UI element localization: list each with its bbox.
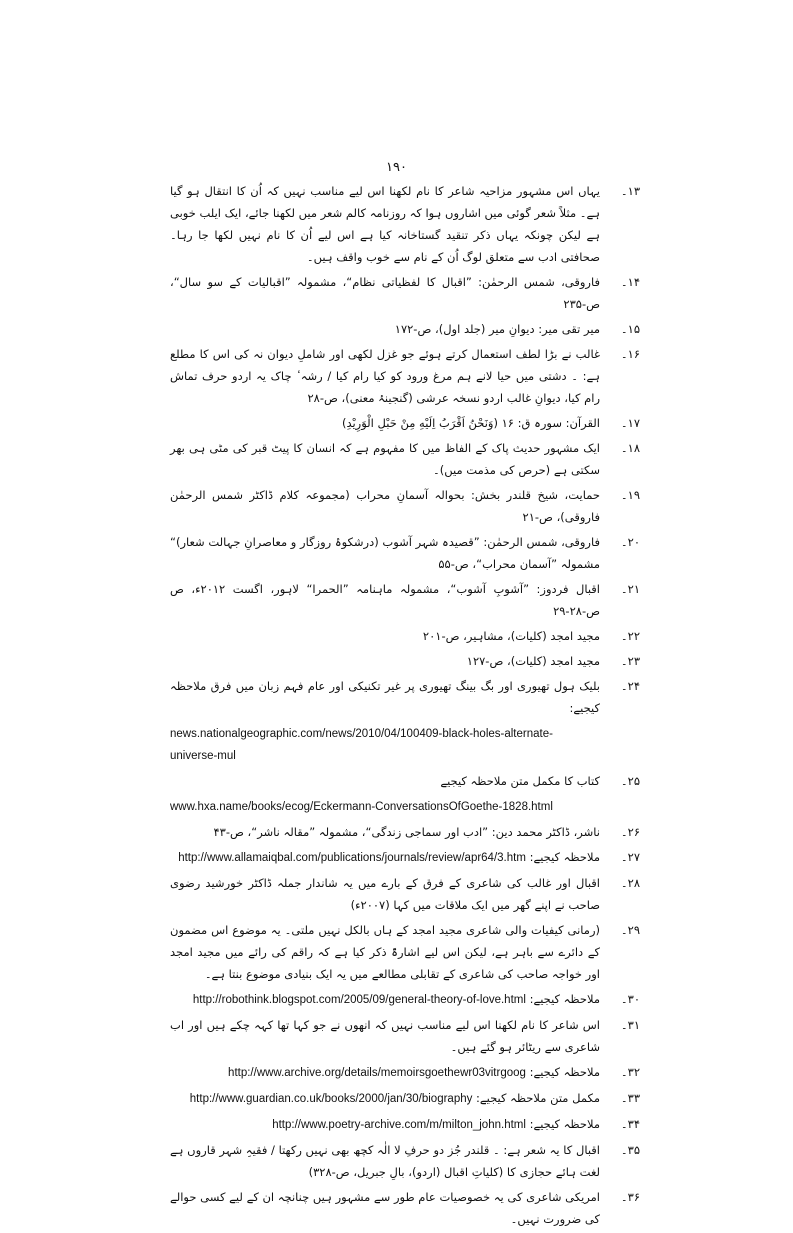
endnote-number: ۲۳۔ <box>620 654 640 668</box>
endnote-number: ۳۱۔ <box>620 1018 640 1032</box>
endnote-text: اقبال کا یہ شعر ہے: ۔ قلندر جُز دو حرفِ لا الٰہ کچھ بھی نہیں رکھتا / فقیہِ شہر قاروں ہے لغت ہائے حجازی کا (کلیاتِ اقبال (اردو)، بالِ جبریل، ص-۳۲۸) <box>170 1143 600 1179</box>
endnote-text: اقبال فردوز: ”آشوبِ آشوب“، مشمولہ ماہنامہ ”الحمرا“ لاہور، اگست ۲۰۱۲ء، ص ص-۲۸-۲۹ <box>170 582 600 618</box>
endnote-text: فاروقی، شمس الرحمٰن: ”اقبال کا لفظیاتی نظام“، مشمولہ ”اقبالیات کے سو سال“، ص-۲۳۵ <box>170 275 600 311</box>
endnote-item <box>170 578 640 622</box>
endnote-link[interactable]: http://robothink.blogspot.com/2005/09/general-theory-of-love.html <box>192 994 526 1006</box>
endnote-number: ۲۶۔ <box>620 825 640 839</box>
endnote-item <box>170 1139 640 1183</box>
endnote-item <box>170 1186 640 1230</box>
endnote-text: اس شاعر کا نام لکھنا اس لیے مناسب نہیں کہ انھوں نے جو کہا تھا کہہ چکے ہیں اور اب شاعری سے ریٹائر ہو گئے ہیں۔ <box>170 1018 600 1054</box>
endnote-body <box>170 1139 600 1183</box>
endnote-text: مجید امجد (کلیات)، ص-۱۲۷ <box>466 654 600 668</box>
endnote-body <box>170 437 600 481</box>
endnote-text: (رمانی کیفیات والی شاعری مجید امجد کے ہاں بالکل نہیں ملتی۔ یہ موضوع اس مضمون کے دائرے سے باہر ہے، لیکن اس لیے اشارۃً ذکر کیا ہے کہ راقم کی رائے میں مجید امجد اور خواجہ صاحب کی شاعری کے تقابلی مطالعے میں یہ ایک بنیادی موضوع بنتا ہے۔ <box>170 923 600 981</box>
endnote-body <box>170 1014 600 1058</box>
endnote-body <box>170 1087 600 1110</box>
endnote-number: ۱۷۔ <box>620 416 640 430</box>
endnote-item <box>170 318 640 340</box>
endnote-number: ۳۴۔ <box>620 1117 640 1131</box>
endnote-text: مجید امجد (کلیات)، مشاہیر، ص-۲۰۱ <box>422 629 600 643</box>
endnote-item <box>170 180 640 268</box>
endnote-item <box>170 770 640 818</box>
page-number: ۱۹۰ <box>386 160 407 175</box>
endnote-text: فاروقی، شمس الرحمٰن: ”قصیدہ شہر آشوب (درشکوۂ روزگار و معاصرانِ جہالت شعار)“ مشمولہ ”آسمان محراب“، ص-۵۵ <box>170 535 600 571</box>
endnote-body <box>170 675 600 767</box>
endnote-link[interactable]: http://www.guardian.co.uk/books/2000/jan/30/biography <box>189 1093 473 1105</box>
endnote-text: غالب نے بڑا لطف استعمال کرتے ہوئے جو غزل لکھی اور شاملِ دیوان نہ کی اس کا مطلع ہے: ۔ دشتی میں حیا لانے ہم مرغ ورود کو کیا رام کیا / رشہ ٔ چاک یہ اردو حرف تماش رام کیا، دیوانِ غالب اردو نسخہ عرشی (گنجینۂ معنی)، ص-۲۸ <box>170 347 600 405</box>
endnote-number: ۳۵۔ <box>620 1143 640 1157</box>
endnote-body <box>170 484 600 528</box>
endnote-link[interactable]: http://www.archive.org/details/memoirsgoethewr03vitrgoog <box>228 1067 526 1079</box>
endnote-item <box>170 1113 640 1136</box>
endnote-number: ۲۱۔ <box>620 582 640 596</box>
endnote-item <box>170 1061 640 1084</box>
endnote-number: ۱۴۔ <box>620 275 640 289</box>
endnote-item <box>170 1014 640 1058</box>
endnote-body <box>170 1113 600 1136</box>
endnote-body <box>170 872 600 916</box>
endnote-item <box>170 531 640 575</box>
endnote-item <box>170 650 640 672</box>
endnote-body <box>170 821 600 843</box>
endnote-item <box>170 675 640 767</box>
endnote-link[interactable]: news.nationalgeographic.com/news/2010/04/100409-black-holes-alternate-universe-mul <box>170 728 553 762</box>
endnote-number: ۱۶۔ <box>620 347 640 361</box>
endnote-body <box>170 180 600 268</box>
endnote-body <box>170 343 600 409</box>
endnote-body <box>170 578 600 622</box>
endnote-number: ۲۰۔ <box>620 535 640 549</box>
endnote-item <box>170 437 640 481</box>
endnote-item <box>170 988 640 1011</box>
endnotes-list <box>170 180 640 1233</box>
endnote-text: یہاں اس مشہور مزاحیہ شاعر کا نام لکھنا اس لیے مناسب نہیں کہ اُن کا انتقال ہو گیا ہے۔ مثلاً شعر گوئی میں اشاروں ہوا کہ روزنامہ کالم شعر میں لکھنا جائے، ایک ایلب خوبی ہے لیکن چونکہ یہاں ذکر تنقید گستاخانہ کیا ہے اس لیے اُن کا نام نہیں لکھا جا رہا۔ صحافتی ادب سے متعلق لوگ اُن کے نام سے خوب واقف ہیں۔ <box>169 184 600 264</box>
endnote-number: ۲۵۔ <box>620 774 640 788</box>
endnote-number: ۱۳۔ <box>620 184 640 198</box>
endnote-text: حمایت، شیخ قلندر بخش: بحوالہ آسمانِ محراب (مجموعہ کلام ڈاکٹر شمس الرحمٰن فاروقی)، ص-۲۱ <box>170 488 600 524</box>
endnote-number: ۲۹۔ <box>620 923 640 937</box>
endnote-body <box>170 318 600 340</box>
endnote-text: کتاب کا مکمل متن ملاحظہ کیجیے <box>440 774 600 788</box>
endnote-item <box>170 872 640 916</box>
endnote-number: ۲۷۔ <box>620 850 640 864</box>
endnote-number: ۱۵۔ <box>620 322 640 336</box>
endnote-text: اقبال اور غالب کی شاعری کے فرق کے بارے میں یہ شاندار جملہ ڈاکٹر خورشید رضوی صاحب نے اپنے گھر میں ایک ملاقات میں کہا (۲۰۰۷ء) <box>170 876 600 912</box>
endnote-text: بلیک ہول تھیوری اور بگ بینگ تھیوری پر غیر تکنیکی اور عام فہم زبان میں فرق ملاحظہ کیجیے: <box>170 679 600 715</box>
endnote-item <box>170 821 640 843</box>
endnote-body <box>170 770 600 818</box>
endnote-link[interactable]: http://www.poetry-archive.com/m/milton_john.html <box>272 1119 526 1131</box>
endnote-text: مکمل متن ملاحظہ کیجیے: <box>476 1091 600 1105</box>
endnote-body <box>170 650 600 672</box>
endnote-item <box>170 412 640 434</box>
endnote-body <box>170 412 600 434</box>
endnote-item <box>170 484 640 528</box>
endnote-text: ناشر، ڈاکٹر محمد دین: ”ادب اور سماجی زندگی“، مشمولہ ”مقالہ ناشر“، ص-۴۳ <box>213 825 600 839</box>
endnote-body <box>170 625 600 647</box>
endnote-body <box>170 1186 600 1230</box>
endnote-number: ۱۸۔ <box>620 441 640 455</box>
endnote-item <box>170 919 640 985</box>
endnote-text: ملاحظہ کیجیے: <box>529 1117 600 1131</box>
endnote-number: ۲۲۔ <box>620 629 640 643</box>
endnote-body <box>170 531 600 575</box>
endnote-link[interactable]: www.hxa.name/books/ecog/Eckermann-ConversationsOfGoethe-1828.html <box>170 801 553 813</box>
endnote-body <box>170 846 600 869</box>
endnote-number: ۲۸۔ <box>620 876 640 890</box>
endnote-link[interactable]: http://www.allamaiqbal.com/publications/journals/review/apr64/3.htm <box>178 852 526 864</box>
endnote-body <box>170 988 600 1011</box>
endnote-number: ۳۰۔ <box>620 992 640 1006</box>
endnote-text: ملاحظہ کیجیے: <box>529 1065 600 1079</box>
endnote-item <box>170 1087 640 1110</box>
endnote-body <box>170 271 600 315</box>
endnote-text: ایک مشہور حدیث پاک کے الفاظ میں کا مفہوم ہے کہ انسان کا پیٹ قبر کی مٹی ہی بھر سکتی ہے (حرص کی مذمت میں)۔ <box>170 441 600 477</box>
endnote-number: ۳۲۔ <box>620 1065 640 1079</box>
endnote-item <box>170 625 640 647</box>
endnote-number: ۳۳۔ <box>620 1091 640 1105</box>
endnote-item <box>170 846 640 869</box>
endnote-number: ۱۹۔ <box>620 488 640 502</box>
endnote-body <box>170 919 600 985</box>
endnote-text: ملاحظہ کیجیے: <box>529 850 600 864</box>
endnote-item <box>170 271 640 315</box>
endnote-item <box>170 343 640 409</box>
endnote-text: میر تقی میر: دیوانِ میر (جلد اول)، ص-۱۷۲ <box>394 322 600 336</box>
endnote-number: ۲۴۔ <box>620 679 640 693</box>
endnote-text: القرآن: سورہ ق: ۱۶ (وَنَحْنُ اَقْرَبُ اِلَيْهِ مِنْ حَبْلِ الْوَرِيْدِ) <box>341 416 600 430</box>
endnote-body <box>170 1061 600 1084</box>
endnote-number: ۳۶۔ <box>620 1190 640 1204</box>
endnote-text: امریکی شاعری کی یہ خصوصیات عام طور سے مشہور ہیں چنانچہ ان کے لیے کسی حوالے کی ضرورت نہیں۔ <box>170 1190 600 1226</box>
endnote-text: ملاحظہ کیجیے: <box>529 992 600 1006</box>
